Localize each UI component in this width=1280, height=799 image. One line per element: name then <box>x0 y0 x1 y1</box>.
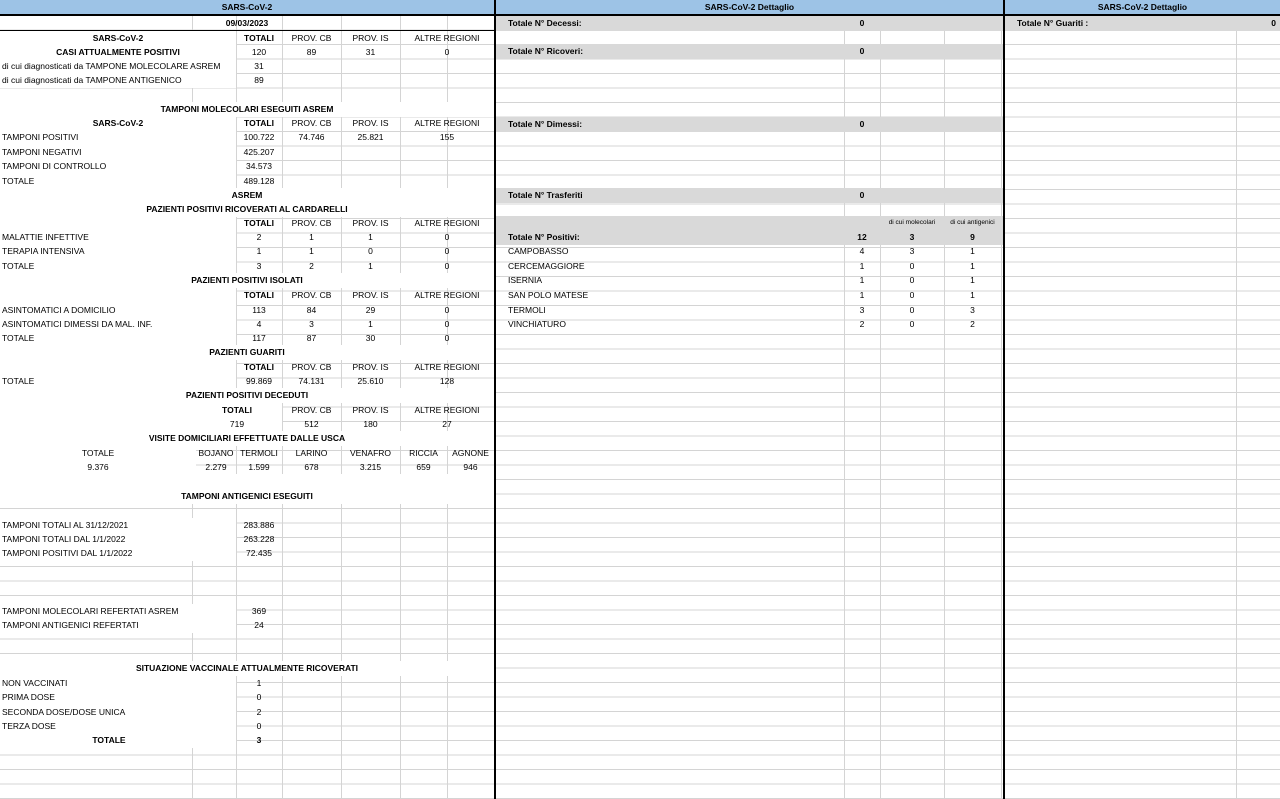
table-row: PRIMA DOSE 0 <box>0 690 494 705</box>
table-row: TOTALE 99.869 74.131 25.610 128 <box>0 374 494 389</box>
section-title-row: PAZIENTI GUARITI <box>0 345 494 360</box>
table-row: TAMPONI DI CONTROLLO 34.573 <box>0 159 494 174</box>
recovered-header-row: TOTALI PROV. CB PROV. IS ALTRE REGIONI <box>0 360 494 375</box>
table-row: di cui diagnosticati da TAMPONE ANTIGENICO 89 <box>0 73 494 88</box>
left-panel <box>0 0 494 799</box>
table-row: VINCHIATURO 2 0 2 <box>508 319 975 329</box>
vaccine-total-row: TOTALE 3 <box>0 733 494 748</box>
table-row: SECONDA DOSE/DOSE UNICA 2 <box>0 705 494 720</box>
molecular-header-row: SARS-CoV-2 TOTALI PROV. CB PROV. IS ALTRE REGIONI <box>0 116 494 131</box>
table-row: TAMPONI TOTALI AL 31/12/2021 283.886 <box>0 518 494 533</box>
table-row: TAMPONI POSITIVI DAL 1/1/2022 72.435 <box>0 546 494 561</box>
section-title-row: TAMPONI MOLECOLARI ESEGUITI ASREM <box>0 102 494 117</box>
table-row: TERAPIA INTENSIVA 1 1 0 0 <box>0 244 494 259</box>
table-row: ASINTOMATICI DIMESSI DA MAL. INF. 4 3 1 0 <box>0 317 494 332</box>
hospital-header-row: TOTALI PROV. CB PROV. IS ALTRE REGIONI <box>0 216 494 231</box>
isolated-header-row: TOTALI PROV. CB PROV. IS ALTRE REGIONI <box>0 288 494 303</box>
current-positive-row: CASI ATTUALMENTE POSITIVI 120 89 31 0 <box>0 45 494 60</box>
table-row: TOTALE 489.128 <box>0 174 494 189</box>
table-row: MALATTIE INFETTIVE 2 1 1 0 <box>0 230 494 245</box>
table-row: di cui diagnosticati da TAMPONE MOLECOLARE ASREM 31 <box>0 59 494 74</box>
table-row: 9.376 2.279 1.599 678 3.215 659 946 <box>0 460 494 475</box>
right-panel-header: SARS-CoV-2 Dettaglio <box>1005 0 1280 16</box>
table-row: NON VACCINATI 1 <box>0 676 494 691</box>
table-row: TAMPONI NEGATIVI 425.207 <box>0 145 494 160</box>
transferred-row: Totale N° Trasferiti 0 <box>496 188 1003 203</box>
table-row: CAMPOBASSO 4 3 1 <box>508 246 975 256</box>
discharged-row: Totale N° Dimessi: 0 <box>496 117 1003 132</box>
middle-panel <box>496 0 1003 799</box>
table-row: TAMPONI POSITIVI 100.722 74.746 25.821 155 <box>0 130 494 145</box>
positives-subheader-row: di cui molecolari di cui antigenici <box>496 216 1003 231</box>
table-row: TOTALE 117 87 30 0 <box>0 331 494 346</box>
admissions-row: Totale N° Ricoveri: 0 <box>496 44 1003 59</box>
table-row: TERZA DOSE 0 <box>0 719 494 734</box>
section-title-row: ASREM <box>0 188 494 203</box>
section-title-row: VISITE DOMICILIARI EFFETTUATE DALLE USCA <box>0 431 494 446</box>
table-row: 719 512 180 27 <box>0 417 494 432</box>
section-title-row: PAZIENTI POSITIVI DECEDUTI <box>0 388 494 403</box>
current-positive-header-row: SARS-CoV-2 TOTALI PROV. CB PROV. IS ALTRE REGIONI <box>0 31 494 46</box>
table-row: TAMPONI ANTIGENICI REFERTATI 24 <box>0 618 494 633</box>
section-title-row: SITUAZIONE VACCINALE ATTUALMENTE RICOVERATI <box>0 661 494 676</box>
table-row: TAMPONI MOLECOLARI REFERTATI ASREM 369 <box>0 604 494 619</box>
table-row: TERMOLI 3 0 3 <box>508 305 975 315</box>
section-title-row: PAZIENTI POSITIVI ISOLATI <box>0 273 494 288</box>
table-row: ASINTOMATICI A DOMICILIO 113 84 29 0 <box>0 303 494 318</box>
table-row: TOTALE 3 2 1 0 <box>0 259 494 274</box>
table-row: ISERNIA 1 0 1 <box>508 275 975 285</box>
deaths-row: Totale N° Decessi: 0 <box>496 16 1003 31</box>
deceased-header-row: TOTALI PROV. CB PROV. IS ALTRE REGIONI <box>0 403 494 418</box>
table-row: TAMPONI TOTALI DAL 1/1/2022 263.228 <box>0 532 494 547</box>
right-panel <box>1005 0 1280 799</box>
table-row: CERCEMAGGIORE 1 0 1 <box>508 261 975 271</box>
positives-total-row: Totale N° Positivi: 12 3 9 <box>496 230 1003 245</box>
section-title-row: TAMPONI ANTIGENICI ESEGUITI <box>0 489 494 504</box>
recovered-total-row: Totale N° Guariti : 0 <box>1005 16 1280 31</box>
date-row <box>0 16 494 31</box>
table-row: SAN POLO MATESE 1 0 1 <box>508 290 975 300</box>
report-date: 09/03/2023 <box>225 18 269 28</box>
left-panel-header: SARS-CoV-2 <box>0 0 494 16</box>
section-title-row: PAZIENTI POSITIVI RICOVERATI AL CARDARELLI <box>0 202 494 217</box>
middle-panel-header: SARS-CoV-2 Dettaglio <box>496 0 1003 16</box>
usca-header-row: TOTALE BOJANO TERMOLI LARINO VENAFRO RICCIA AGNONE <box>0 446 494 461</box>
